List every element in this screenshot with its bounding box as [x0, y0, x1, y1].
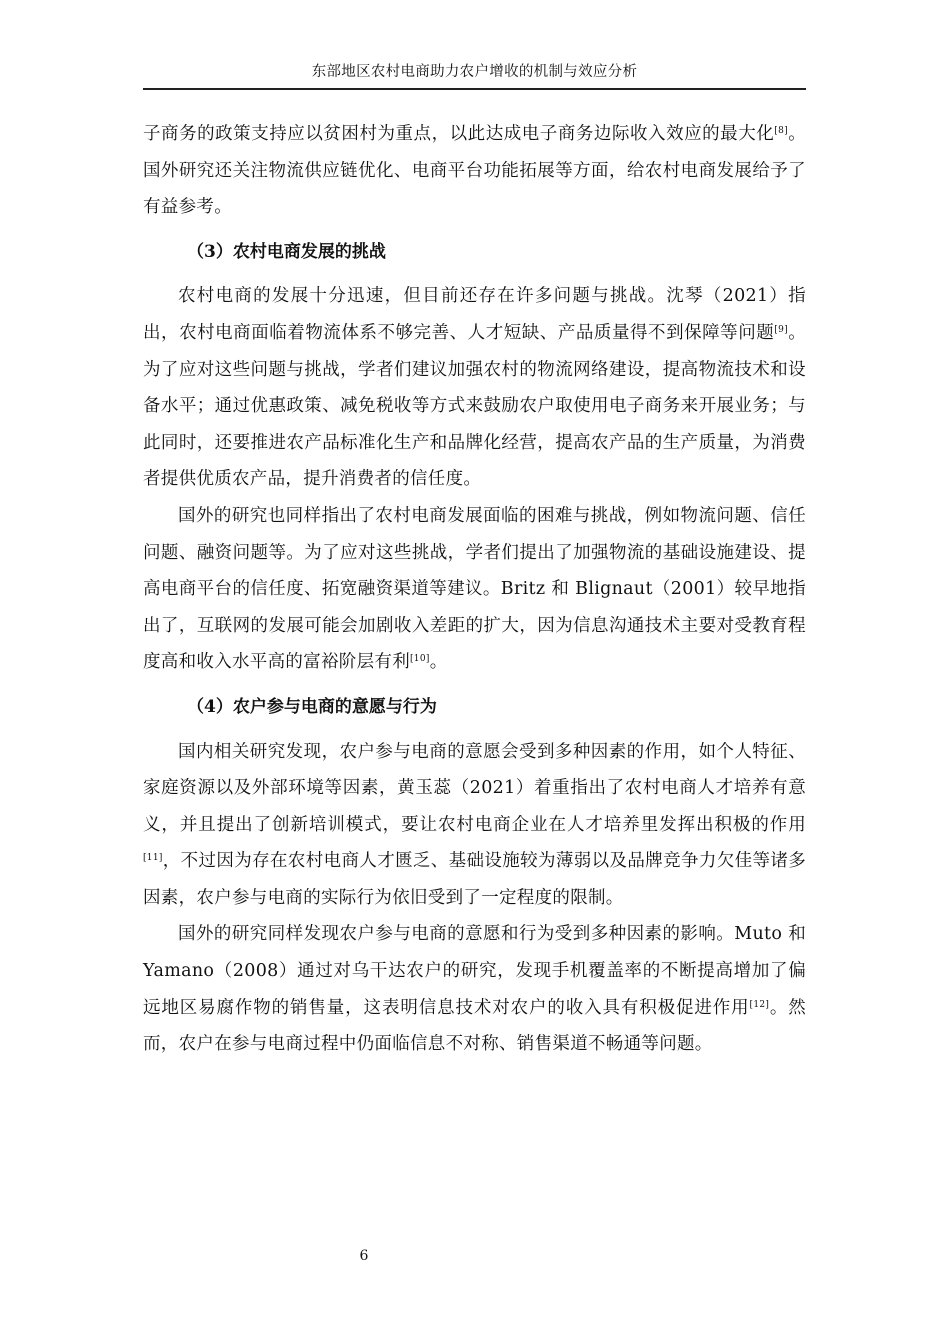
paragraph-text-tail: ，不过因为存在农村电商人才匮乏、基础设施较为薄弱以及品牌竞争力欠佳等诸多因素，农户参与电商的实际行为依旧受到了一定程度的限制。	[143, 851, 806, 908]
paragraph-continued	[143, 116, 806, 226]
spacer	[143, 270, 806, 278]
paragraph	[143, 278, 806, 498]
paragraph	[143, 734, 806, 917]
page-header	[143, 58, 806, 90]
document-body	[143, 116, 806, 1063]
spacer	[143, 726, 806, 734]
page-number: 6	[359, 1248, 369, 1264]
citation-ref: [9]	[774, 324, 788, 335]
paragraph-text-tail: 。	[429, 652, 448, 673]
paragraph-text: 国外的研究同样发现农户参与电商的意愿和行为受到多种因素的影响。Muto 和 Yamano（2008）通过对乌干达农户的研究，发现手机覆盖率的不断提高增加了偏远地区易腐作物的销售量，这表明信息技术对农户的收入具有积极促进作用	[143, 924, 806, 1018]
paragraph-text: 国外的研究也同样指出了农村电商发展面临的困难与挑战，例如物流问题、信任问题、融资问题等。为了应对这些挑战，学者们提出了加强物流的基础设施建设、提高电商平台的信任度、拓宽融资渠道等建议。Britz 和 Blignaut（2001）较早地指出了，互联网的发展可能会加剧收入差距的扩大，因为信息沟通技术主要对受教育程度高和收入水平高的富裕阶层有利	[143, 505, 806, 673]
paragraph-text-tail: 。为了应对这些问题与挑战，学者们建议加强农村的物流网络建设，提高物流技术和设备水平；通过优惠政策、减免税收等方式来鼓励农户取使用电子商务来开展业务；与此同时，还要推进农产品标准化生产和品牌化经营，提高农产品的生产质量，为消费者提供优质农产品，提升消费者的信任度。	[143, 322, 806, 490]
paragraph-text-tail: 。然而，农户在参与电商过程中仍面临信息不对称、销售渠道不畅通等问题。	[143, 997, 806, 1055]
paragraph-text: 子商务的政策支持应以贫困村为重点，以此达成电子商务边际收入效应的最大化	[143, 124, 775, 144]
citation-ref: [11]	[143, 853, 163, 864]
citation-ref: [12]	[749, 999, 770, 1010]
spacer	[143, 226, 806, 234]
paragraph-text-tail: 。国外研究还关注物流供应链优化、电商平台功能拓展等方面，给农村电商发展给予了有益参考。	[143, 124, 806, 218]
section-heading-3: （3）农村电商发展的挑战	[187, 241, 386, 262]
paragraph	[143, 916, 806, 1062]
citation-ref: [10]	[410, 654, 430, 665]
paragraph-text: 农村电商的发展十分迅速，但目前还存在许多问题与挑战。沈琴（2021）指出，农村电商面临着物流体系不够完善、人才短缺、产品质量得不到保障等问题	[143, 286, 806, 343]
paragraph-text: 国内相关研究发现，农户参与电商的意愿会受到多种因素的作用，如个人特征、家庭资源以及外部环境等因素，黄玉蕊（2021）着重指出了农村电商人才培养有意义，并且提出了创新培训模式，要让农村电商企业在人才培养里发挥出积极的作用	[143, 741, 806, 835]
section-heading-4: （4）农户参与电商的意愿与行为	[187, 696, 437, 717]
header-title: 东部地区农村电商助力农户增收的机制与效应分析	[311, 64, 638, 80]
citation-ref: [8]	[774, 126, 788, 136]
paragraph	[143, 498, 806, 681]
spacer	[143, 681, 806, 689]
